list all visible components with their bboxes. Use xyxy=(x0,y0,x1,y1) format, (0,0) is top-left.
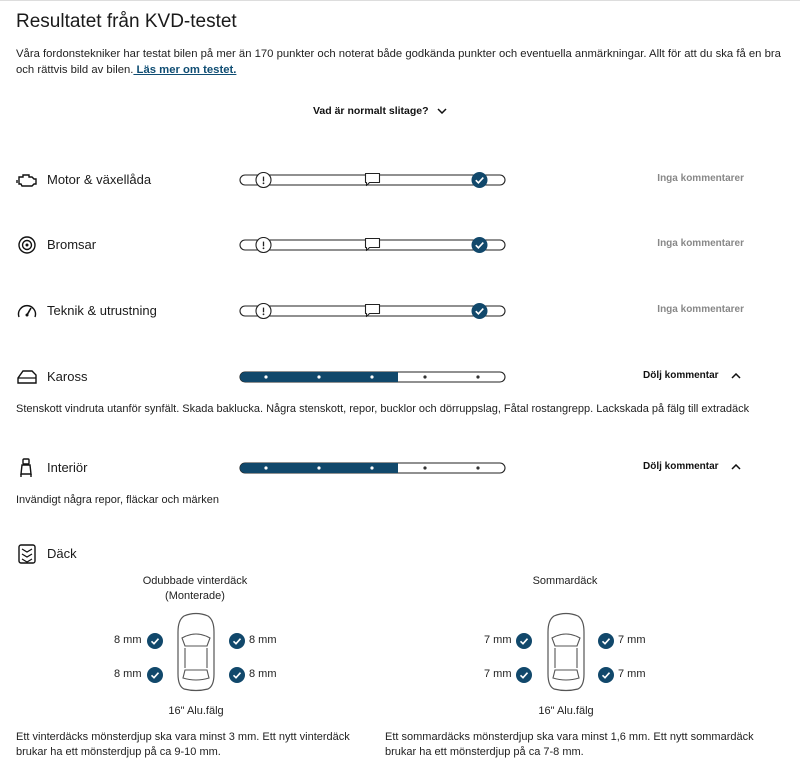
category-label: Däck xyxy=(47,546,77,561)
tyre-depth-fl: 8 mm xyxy=(114,634,142,646)
category-label: Bromsar xyxy=(47,237,97,252)
category-label: Kaross xyxy=(47,369,88,384)
category-status: Inga kommentarer xyxy=(657,173,744,184)
category-kaross xyxy=(0,362,800,392)
bar-step-dot xyxy=(264,466,267,469)
ok-marker xyxy=(472,237,488,253)
category-teknik xyxy=(0,296,800,326)
check-icon xyxy=(598,633,614,649)
bar-step-dot xyxy=(423,466,426,469)
chevron-up-icon xyxy=(731,373,741,379)
warning-mark-dot xyxy=(263,313,265,315)
intro-body: Våra fordonstekniker har testat bilen på mer än 170 punkter och noterat både godkända punkter och eventuella anmärkningar. Allt för att du ska få en bra och rättvis bild av bilen. xyxy=(16,48,781,76)
car-topview-icon xyxy=(174,612,218,692)
check-icon xyxy=(598,667,614,683)
bar-step-dot xyxy=(264,375,267,378)
rating-track xyxy=(239,303,506,319)
toggle-label: Dölj kommentar xyxy=(643,370,719,381)
normal-wear-label: Vad är normalt slitage? xyxy=(313,105,429,117)
tyre-note: Ett vinterdäcks mönsterdjup ska vara minst 3 mm. Ett nytt vinterdäck brukar ha ett mönsterdjup på ca 9-10 mm. xyxy=(16,731,350,758)
toggle-label: Dölj kommentar xyxy=(643,461,719,472)
tyre-depth-rr: 7 mm xyxy=(618,668,646,680)
ok-marker xyxy=(472,172,488,188)
interior-comment: Invändigt några repor, fläckar och märken xyxy=(16,494,220,506)
category-label: Teknik & utrustning xyxy=(47,303,157,318)
tyre-note: Ett sommardäcks mönsterdjup ska vara minst 1,6 mm. Ett nytt sommardäck brukar ha ett mönsterdjup på ca 7-8 mm. xyxy=(385,731,754,758)
tyre-type: Sommardäck xyxy=(532,575,598,587)
check-icon xyxy=(229,667,245,683)
bar-step-dot xyxy=(476,375,479,378)
category-bromsar xyxy=(0,230,800,260)
check-icon xyxy=(229,633,245,649)
check-icon xyxy=(516,633,532,649)
bar-step-dot xyxy=(423,375,426,378)
category-label: Motor & växellåda xyxy=(47,172,152,187)
hide-comment-toggle[interactable] xyxy=(643,370,741,381)
read-more-link[interactable]: Läs mer om testet. xyxy=(133,64,237,76)
ok-marker xyxy=(472,303,488,319)
bar-step-dot xyxy=(317,466,320,469)
check-icon xyxy=(147,667,163,683)
tyre-icon xyxy=(16,543,38,565)
category-status: Inga kommentarer xyxy=(657,238,744,249)
intro-text xyxy=(16,46,786,78)
seat-icon xyxy=(16,457,38,479)
tyre-mounted: (Monterade) xyxy=(165,590,225,602)
car-topview-icon xyxy=(544,612,588,692)
rim-type: 16" Alu.fälg xyxy=(168,705,224,717)
chevron-down-icon xyxy=(437,108,447,114)
brake-icon xyxy=(16,234,38,256)
category-tyres xyxy=(0,539,800,569)
category-label: Interiör xyxy=(47,460,88,475)
rim-type: 16" Alu.fälg xyxy=(538,705,594,717)
top-divider xyxy=(0,0,800,1)
gauge-icon xyxy=(16,300,38,322)
tyre-depth-rl: 8 mm xyxy=(114,668,142,680)
page-title: Resultatet från KVD-testet xyxy=(16,11,237,32)
warning-mark-dot xyxy=(263,247,265,249)
category-interior xyxy=(0,453,800,483)
check-icon xyxy=(147,633,163,649)
rating-track xyxy=(239,237,506,253)
engine-icon xyxy=(16,169,38,191)
hide-comment-toggle[interactable] xyxy=(643,461,741,472)
tyre-depth-fl: 7 mm xyxy=(484,634,512,646)
bar-step-dot xyxy=(317,375,320,378)
normal-wear-toggle[interactable] xyxy=(313,105,447,117)
tyre-depth-rl: 7 mm xyxy=(484,668,512,680)
bar-step-dot xyxy=(370,466,373,469)
tyre-depth-fr: 7 mm xyxy=(618,634,646,646)
check-icon xyxy=(516,667,532,683)
tyre-depth-rr: 8 mm xyxy=(249,668,277,680)
car-body-icon xyxy=(16,366,38,388)
rating-bar xyxy=(239,460,506,476)
tyre-depth-fr: 8 mm xyxy=(249,634,277,646)
tyre-set-title xyxy=(95,574,295,604)
bar-step-dot xyxy=(370,375,373,378)
rating-bar xyxy=(239,369,506,385)
category-motor xyxy=(0,165,800,195)
chevron-up-icon xyxy=(731,464,741,470)
kaross-comment: Stenskott vindruta utanför synfält. Skada baklucka. Några stenskott, repor, bucklor och dörruppslag, Fåtal rostangrepp. Lackskada på fälg till extradäck xyxy=(16,403,750,415)
bar-step-dot xyxy=(476,466,479,469)
tyre-set-title xyxy=(465,574,665,589)
category-status: Inga kommentarer xyxy=(657,304,744,315)
warning-mark-dot xyxy=(263,182,265,184)
rating-track xyxy=(239,172,506,188)
tyre-type: Odubbade vinterdäck xyxy=(142,575,248,587)
